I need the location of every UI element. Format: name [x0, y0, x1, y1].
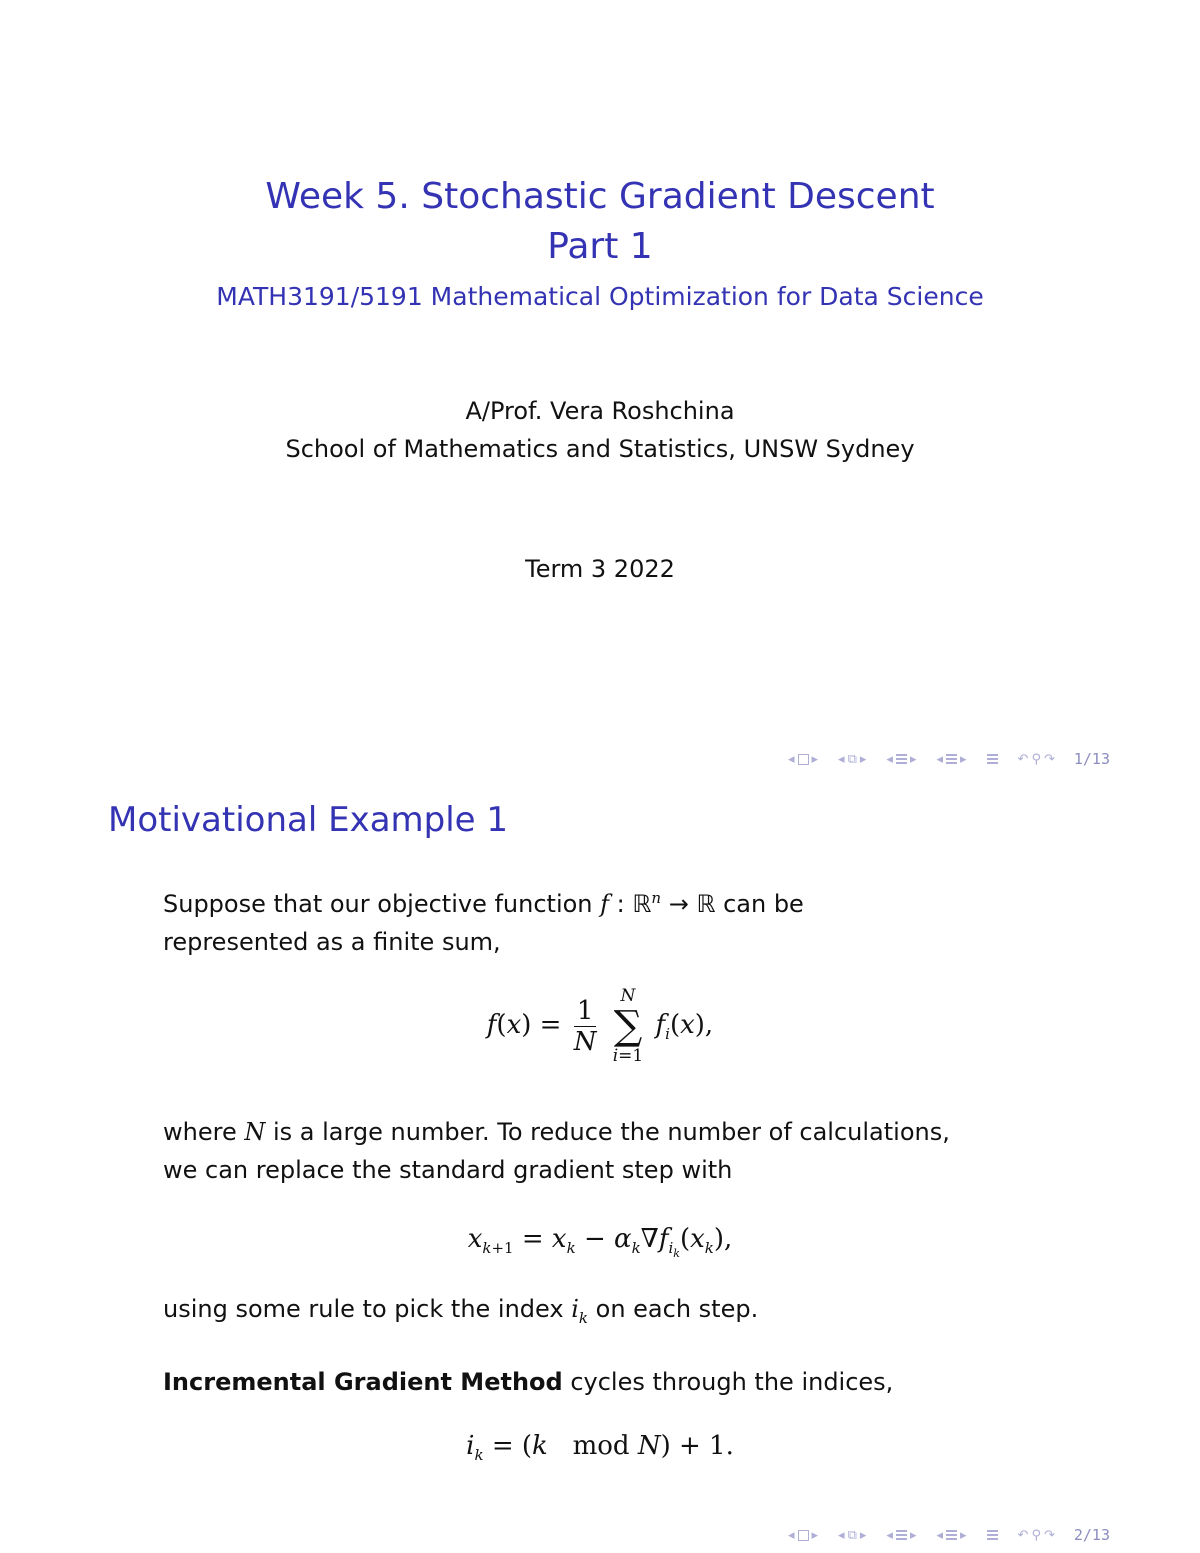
- back-icon[interactable]: ↶: [1017, 751, 1029, 767]
- nav-prev-part-icon[interactable]: ◂: [936, 1527, 943, 1543]
- nav-next-part-icon[interactable]: ▸: [960, 751, 967, 767]
- appendix-icon[interactable]: [987, 754, 998, 764]
- nav-next-part-icon[interactable]: ▸: [960, 1527, 967, 1543]
- nav-next-subsection-icon[interactable]: ▸: [859, 1527, 867, 1543]
- slide-title: [0, 172, 1200, 272]
- nav-next-section-icon[interactable]: ▸: [909, 1527, 917, 1543]
- search-icon[interactable]: ⚲: [1031, 1527, 1041, 1543]
- search-icon[interactable]: ⚲: [1031, 751, 1041, 767]
- p2-text-b: is a large number. To reduce the number of calculations,: [265, 1118, 950, 1146]
- frame-icon[interactable]: [798, 754, 809, 765]
- p3-text-b: on each step.: [588, 1295, 759, 1323]
- title-line-1: Week 5. Stochastic Gradient Descent: [265, 176, 935, 217]
- paragraph-2: where N is a large number. To reduce the number of calculations, we can replace the standard gradient step with: [163, 1118, 950, 1184]
- p3-text-a: using some rule to pick the index: [163, 1295, 572, 1323]
- forward-icon[interactable]: ↷: [1043, 1527, 1055, 1543]
- part-icon[interactable]: [946, 754, 957, 764]
- nav-prev-subsection-icon[interactable]: ◂: [838, 1527, 845, 1543]
- nav-prev-frame-icon[interactable]: ◂: [787, 1527, 795, 1543]
- nav-prev-subsection-icon[interactable]: ◂: [838, 751, 845, 767]
- content-slide: [0, 776, 1200, 1553]
- institute: School of Mathematics and Statistics, UNSW Sydney: [285, 435, 915, 463]
- forward-icon[interactable]: ↷: [1043, 751, 1055, 767]
- sgd-update-equation: $x_{k+1} = x_k - \alpha_k\nabla f_{i_k}(x_k)$,: [467, 1224, 733, 1261]
- nav-next-section-icon[interactable]: ▸: [909, 751, 917, 767]
- nav-prev-frame-icon[interactable]: ◂: [787, 751, 795, 767]
- slide-subtitle: MATH3191/5191 Mathematical Optimization for Data Science: [216, 282, 984, 311]
- p2-text-a: where: [163, 1118, 245, 1146]
- paragraph-4: [163, 1363, 893, 1401]
- section-icon[interactable]: [896, 754, 907, 764]
- subsection-icon[interactable]: ⧉: [847, 751, 857, 767]
- p1-text-b: can be: [715, 890, 804, 918]
- author-block: [0, 392, 1200, 468]
- subsection-icon[interactable]: ⧉: [847, 1527, 857, 1543]
- nav-prev-part-icon[interactable]: ◂: [936, 751, 943, 767]
- nav-prev-section-icon[interactable]: ◂: [886, 751, 893, 767]
- title-slide: [0, 0, 1200, 776]
- nav-next-frame-icon[interactable]: ▸: [811, 751, 819, 767]
- appendix-icon[interactable]: [987, 1530, 998, 1540]
- part-icon[interactable]: [946, 1530, 957, 1540]
- nav-prev-section-icon[interactable]: ◂: [886, 1527, 893, 1543]
- author-name: A/Prof. Vera Roshchina: [465, 397, 735, 425]
- method-name: Incremental Gradient Method: [163, 1368, 563, 1396]
- index-rule-equation: $i_k = (k$ mod N) + 1.: [466, 1431, 734, 1465]
- finite-sum-equation: f(x) = $\frac{1}{N}$ N ∑ i=1 $f_i(x)$,: [486, 986, 714, 1066]
- back-icon[interactable]: ↶: [1017, 1527, 1029, 1543]
- p1-text-line2: represented as a finite sum,: [163, 928, 501, 956]
- p1-text-a: Suppose that our objective function: [163, 890, 601, 918]
- navigation-bar: [788, 750, 1110, 768]
- paragraph-1: Suppose that our objective function f : ℝ$^n$ → ℝ can be represented as a finite sum,: [163, 889, 804, 956]
- frame-title: Motivational Example 1: [108, 800, 509, 840]
- section-icon[interactable]: [896, 1530, 907, 1540]
- date: Term 3 2022: [525, 555, 675, 583]
- title-line-2: Part 1: [547, 226, 653, 267]
- nav-next-frame-icon[interactable]: ▸: [811, 1527, 819, 1543]
- p4-text: cycles through the indices,: [562, 1368, 894, 1396]
- nav-next-subsection-icon[interactable]: ▸: [859, 751, 867, 767]
- page-number: 2/13: [1073, 1526, 1110, 1544]
- navigation-bar: [788, 1526, 1110, 1544]
- p2-text-line2: we can replace the standard gradient step with: [163, 1156, 733, 1184]
- page-number: 1/13: [1073, 750, 1110, 768]
- paragraph-3: using some rule to pick the index $i_k$ on each step.: [163, 1295, 759, 1327]
- function-signature: f: [600, 890, 610, 918]
- frame-icon[interactable]: [798, 1530, 809, 1541]
